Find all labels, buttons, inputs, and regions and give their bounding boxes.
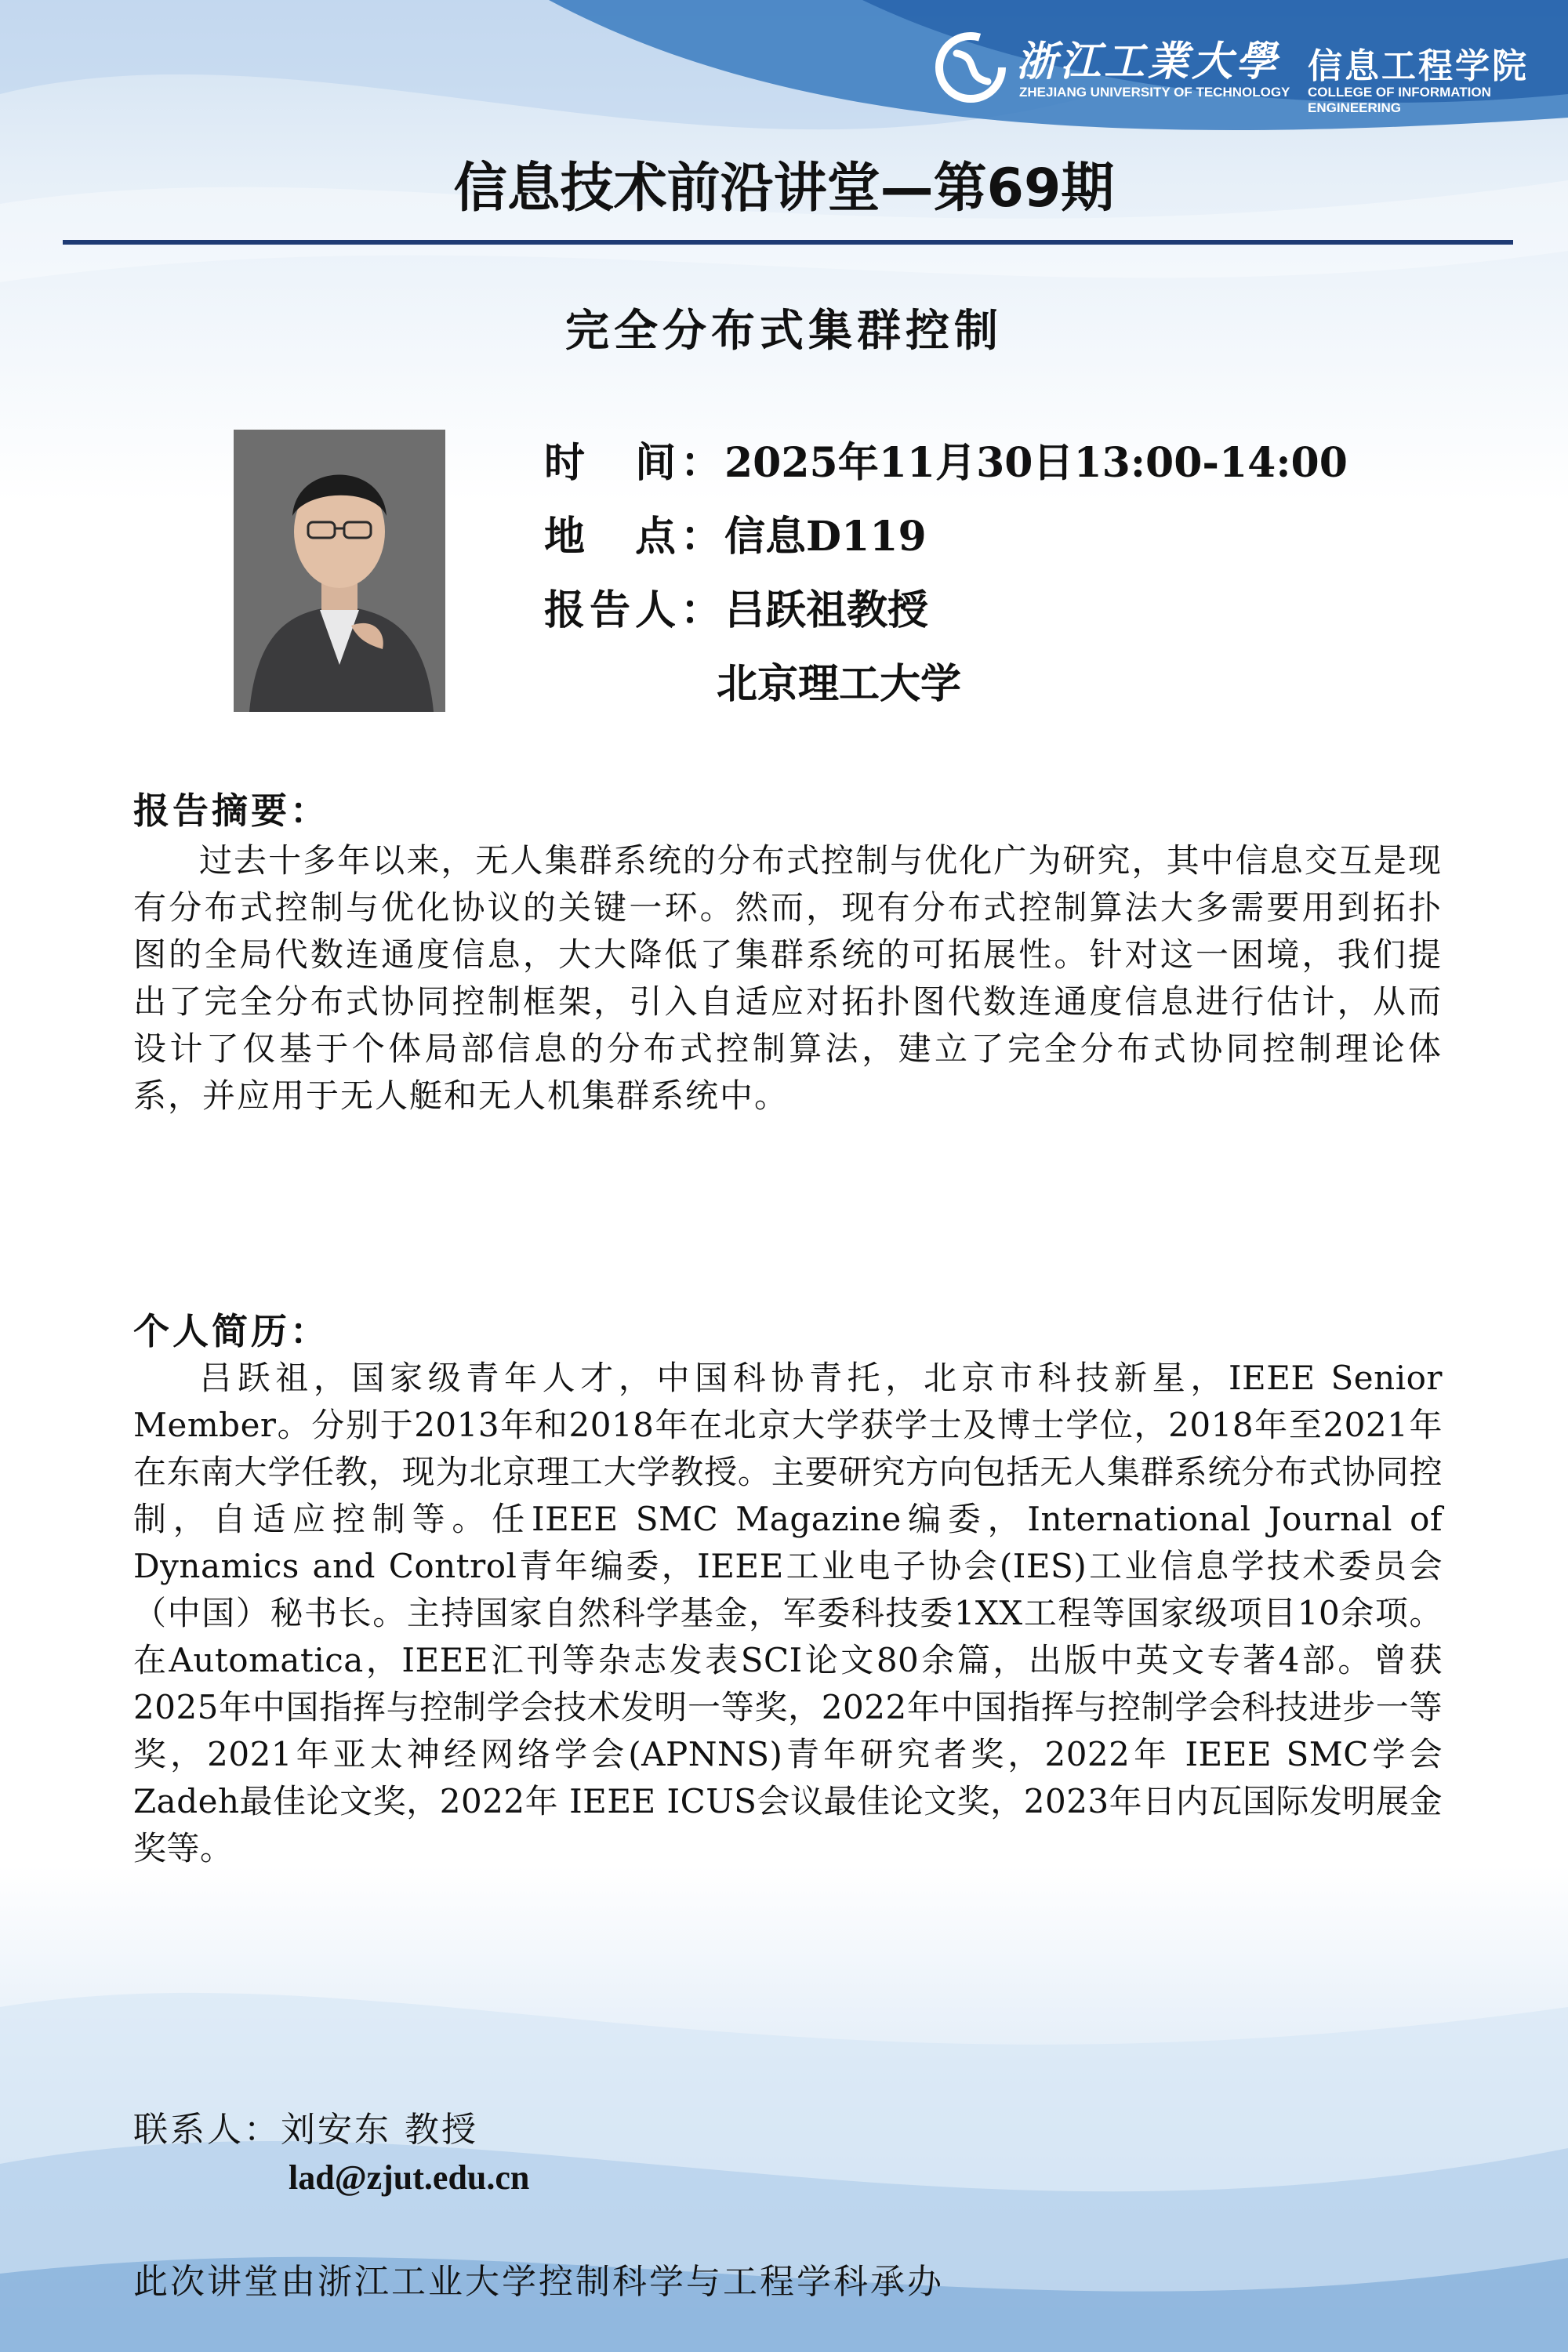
time-value: 2025年11月30日13:00-14:00 (724, 439, 1348, 487)
bio-text: 吕跃祖，国家级青年人才，中国科协青托，北京市科技新星，IEEE Senior Member。分别于2013年和2018年在北京大学获学士及博士学位，2018年至2021年在东南大学任教，现为北京理工大学教授。主要研究方向包括无人集群系统分布式协同控制，自适应控制等。任IEEE SMC Magazine编委，International Journal of Dynamics and Control青年编委，IEEE工业电子协会(IES)工业信息学技术委员会（中国）秘书长。主持国家自然科学基金，军委科技委1XX工程等国家级项目10余项。在Automatica，IEEE汇刊等杂志发表SCI论文80余篇，出版中英文专著4部。曾获2025年中国指挥与控制学会技术发明一等奖，2022年中国指挥与控制学会科技进步一等奖，2021年亚太神经网络学会(APNNS)青年研究者奖，2022年 IEEE SMC学会Zadeh最佳论文奖，2022年 IEEE ICUS会议最佳论文奖，2023年日内瓦国际发明展金奖等。 (133, 1359, 1443, 1867)
place-value: 信息D119 (724, 513, 927, 561)
college-logo (933, 24, 1560, 115)
speaker-row (544, 577, 928, 636)
school-name-cn: 浙江工業大學 (1016, 38, 1280, 85)
speaker-photo (234, 430, 445, 712)
host-note: 此次讲堂由浙江工业大学控制科学与工程学科承办 (133, 2262, 944, 2302)
place-label: 地 点： (544, 513, 727, 561)
college-name-en: COLLEGE OF INFORMATION ENGINEERING (1308, 85, 1491, 115)
speaker-name: 吕跃祖教授 (724, 586, 929, 634)
contact-name: 刘安东 教授 (281, 2110, 478, 2150)
contact-label: 联系人： (133, 2110, 281, 2150)
speaker-affiliation: 北京理工大学 (717, 660, 962, 708)
title-divider (63, 240, 1513, 245)
college-name-cn: 信息工程学院 (1308, 46, 1529, 86)
time-row (544, 430, 1348, 488)
place-row (544, 503, 927, 562)
bio-heading: 个人简历： (133, 1310, 329, 1352)
school-name-en: ZHEJIANG UNIVERSITY OF TECHNOLOGY (1019, 85, 1290, 100)
speaker-portrait-image (234, 430, 445, 712)
contact-email[interactable]: lad@zjut.edu.cn (289, 2158, 530, 2197)
lecture-topic: 完全分布式集群控制 (565, 305, 1003, 357)
speaker-label: 报告人： (544, 586, 727, 634)
time-label: 时 间： (544, 439, 727, 487)
university-emblem-icon (933, 30, 1008, 105)
contact-line (133, 2101, 478, 2151)
page-title: 信息技术前沿讲堂—第69期 (453, 158, 1115, 220)
abstract-heading: 报告摘要： (133, 789, 329, 832)
abstract-text: 过去十多年以来，无人集群系统的分布式控制与优化广为研究，其中信息交互是现有分布式控制与优化协议的关键一环。然而，现有分布式控制算法大多需要用到拓扑图的全局代数连通度信息，大大降低了集群系统的可拓展性。针对这一困境，我们提出了完全分布式协同控制框架，引入自适应对拓扑图代数连通度信息进行估计，从而设计了仅基于个体局部信息的分布式控制算法，建立了完全分布式协同控制理论体系，并应用于无人艇和无人机集群系统中。 (133, 841, 1443, 1115)
